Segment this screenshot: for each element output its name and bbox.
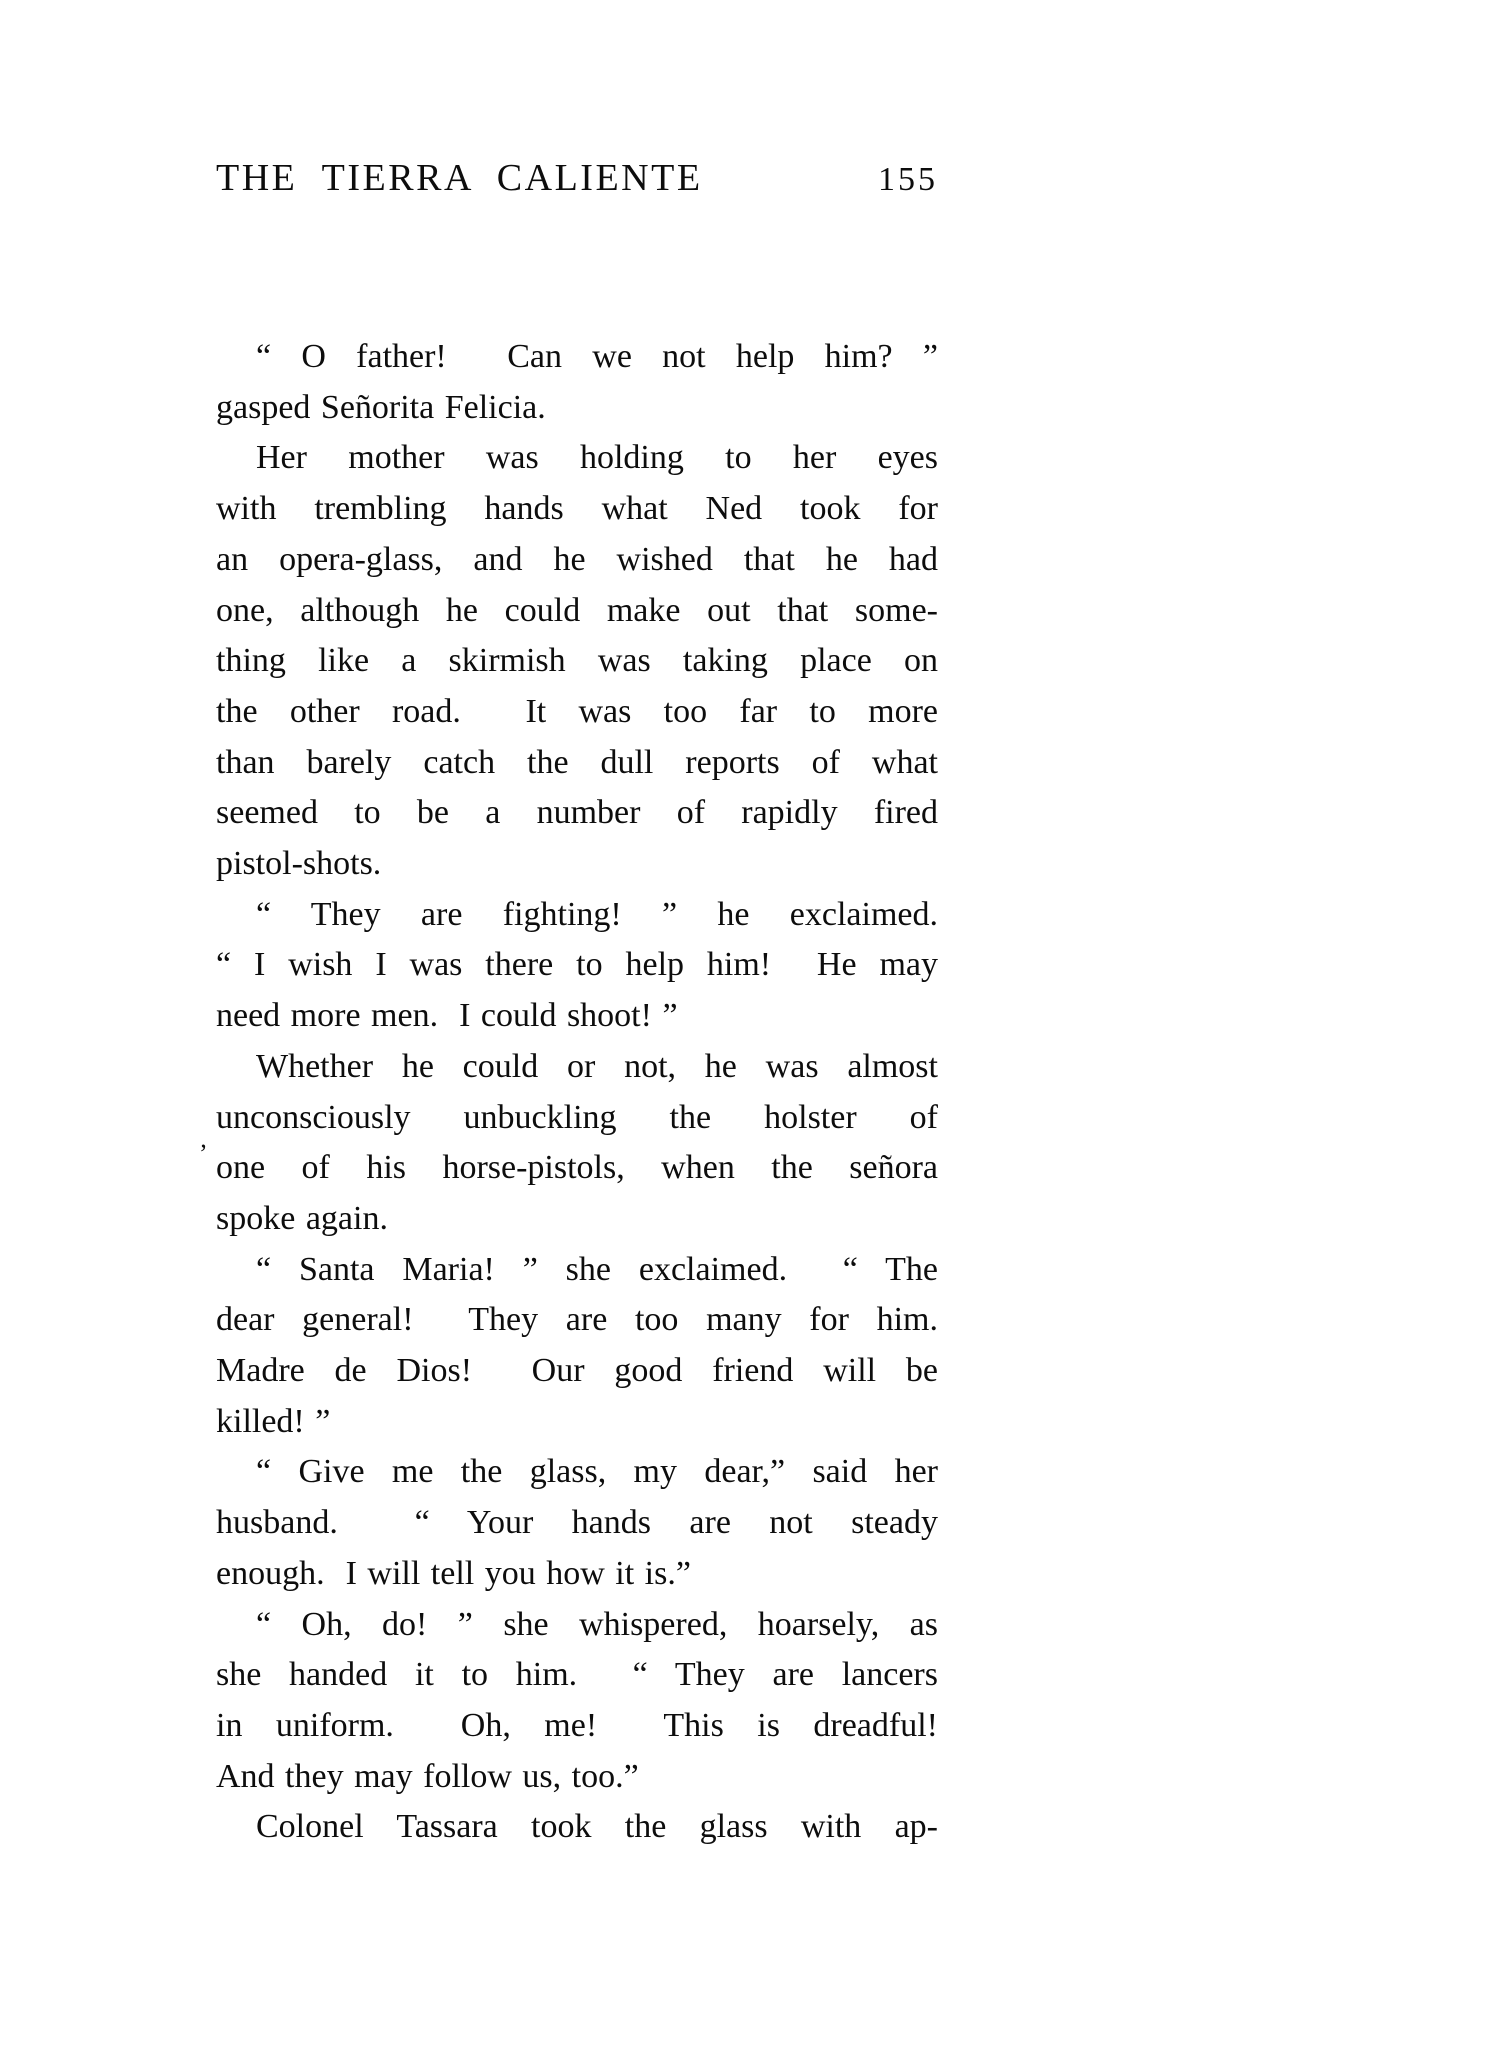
text-line: “ O father! Can we not help him? ” xyxy=(256,338,938,375)
page-number: 155 xyxy=(878,161,938,198)
text-line: “ I wish I was there to help him! He may xyxy=(216,946,938,984)
paragraph xyxy=(216,332,938,433)
text-line: thing like a skirmish was taking place on xyxy=(216,642,938,680)
text-line: pistol-shots. xyxy=(216,845,382,883)
paragraph xyxy=(216,1245,938,1448)
text-line: husband. “ Your hands are not steady xyxy=(216,1504,938,1542)
text-line: killed! ” xyxy=(216,1402,331,1440)
text-line: seemed to be a number of rapidly fired xyxy=(216,794,938,832)
paragraph xyxy=(216,433,938,889)
text-line: “ Oh, do! ” she whispered, hoarsely, as xyxy=(256,1605,938,1643)
running-header xyxy=(216,156,938,200)
text-line: “ Santa Maria! ” she exclaimed. “ The xyxy=(256,1250,938,1288)
text-line: with trembling hands what Ned took for xyxy=(216,490,938,528)
text-line: “ Give me the glass, my dear,” said her xyxy=(256,1453,938,1491)
text-line: Whether he could or not, he was almost xyxy=(256,1047,938,1085)
text-line: Her mother was holding to her eyes xyxy=(256,439,938,477)
text-line: she handed it to him. “ They are lancers xyxy=(216,1656,938,1694)
text-line: need more men. I could shoot! ” xyxy=(216,997,678,1035)
text-line: the other road. It was too far to more xyxy=(216,692,938,730)
text-line: dear general! They are too many for him. xyxy=(216,1301,938,1339)
text-line: one of his horse-pistols, when the señora xyxy=(216,1149,938,1187)
text-line: And they may follow us, too.” xyxy=(216,1757,639,1795)
text-line: gasped Señorita Felicia. xyxy=(216,388,546,426)
margin-print-mark: ’ xyxy=(199,1139,208,1168)
chapter-running-title: THE TIERRA CALIENTE xyxy=(216,157,703,199)
text-line: unconsciously unbuckling the holster of xyxy=(216,1098,938,1136)
paragraph xyxy=(216,890,938,1042)
text-line: Colonel Tassara took the glass with ap- xyxy=(256,1808,938,1846)
text-line: one, although he could make out that some- xyxy=(216,591,938,629)
text-line: Madre de Dios! Our good friend will be xyxy=(216,1352,938,1390)
text-line: enough. I will tell you how it is.” xyxy=(216,1554,691,1592)
paragraph xyxy=(216,1600,938,1803)
paragraph xyxy=(216,1042,938,1245)
text-line: than barely catch the dull reports of what xyxy=(216,743,938,781)
paragraph xyxy=(216,1447,938,1599)
text-line: an opera-glass, and he wished that he had xyxy=(216,540,938,578)
text-line: spoke again. xyxy=(216,1199,388,1237)
text-line: “ They are fighting! ” he exclaimed. xyxy=(256,895,938,933)
text-line: in uniform. Oh, me! This is dreadful! xyxy=(216,1706,938,1744)
paragraph xyxy=(216,1802,938,1853)
body-paragraphs xyxy=(216,332,938,1853)
